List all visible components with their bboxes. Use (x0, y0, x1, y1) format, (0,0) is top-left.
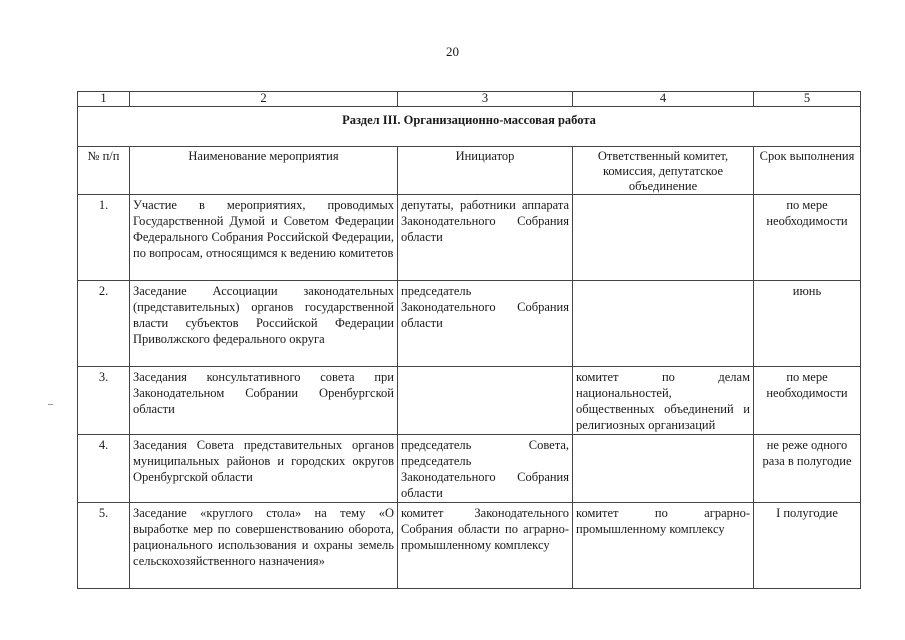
header-initiator: Инициатор (398, 147, 573, 195)
column-number: 4 (573, 92, 754, 107)
table-row (78, 435, 861, 503)
row-number: 5. (78, 503, 130, 589)
responsible: комитет по делам национальностей, общественных объединений и религиозных организаций (573, 367, 754, 435)
initiator: комитет Законодательного Собрания области по аграрно-промышленному комплексу (398, 503, 573, 589)
row-number: 2. (78, 281, 130, 367)
event-name: Заседания Совета представительных органов муниципальных районов и городских округов Оренбургской области (130, 435, 398, 503)
due-date: по мере необходимости (754, 195, 861, 281)
table-row (78, 281, 861, 367)
due-date: I полугодие (754, 503, 861, 589)
events-table (77, 91, 861, 589)
column-number: 3 (398, 92, 573, 107)
initiator (398, 367, 573, 435)
initiator: председатель Совета, председатель Законодательного Собрания области (398, 435, 573, 503)
column-number: 2 (130, 92, 398, 107)
initiator: депутаты, работники аппарата Законодательного Собрания области (398, 195, 573, 281)
responsible (573, 195, 754, 281)
column-number: 5 (754, 92, 861, 107)
initiator: председатель Законодательного Собрания области (398, 281, 573, 367)
table-row (78, 503, 861, 589)
row-number: 1. (78, 195, 130, 281)
page-number: 20 (446, 44, 459, 59)
row-number: 3. (78, 367, 130, 435)
header-num: № п/п (78, 147, 130, 195)
responsible (573, 281, 754, 367)
column-number-row (78, 92, 861, 107)
row-number: 4. (78, 435, 130, 503)
event-name: Заседание Ассоциации законодательных (представительных) органов государственной власти субъектов Российской Федерации Приволжского федерального округа (130, 281, 398, 367)
header-due: Срок выполнения (754, 147, 861, 195)
event-name: Участие в мероприятиях, проводимых Государственной Думой и Советом Федерации Федерального Собрания Российской Федерации, по вопросам, относящимся к ведению комитетов (130, 195, 398, 281)
header-responsible: Ответственный комитет, комиссия, депутатское объединение (573, 147, 754, 195)
due-date: июнь (754, 281, 861, 367)
due-date: по мере необходимости (754, 367, 861, 435)
responsible: комитет по аграрно-промышленному комплексу (573, 503, 754, 589)
column-number: 1 (78, 92, 130, 107)
due-date: не реже одного раза в полугодие (754, 435, 861, 503)
header-row (78, 147, 861, 195)
header-name: Наименование мероприятия (130, 147, 398, 195)
table-row (78, 195, 861, 281)
event-name: Заседания консультативного совета при Законодательном Собрании Оренбургской области (130, 367, 398, 435)
margin-mark (48, 404, 53, 405)
section-title: Раздел III. Организационно-массовая работа (78, 107, 861, 147)
table-row (78, 367, 861, 435)
event-name: Заседание «круглого стола» на тему «О выработке мер по совершенствованию оборота, рационального использования и охраны земель сельскохозяйственного назначения» (130, 503, 398, 589)
responsible (573, 435, 754, 503)
section-row (78, 107, 861, 147)
